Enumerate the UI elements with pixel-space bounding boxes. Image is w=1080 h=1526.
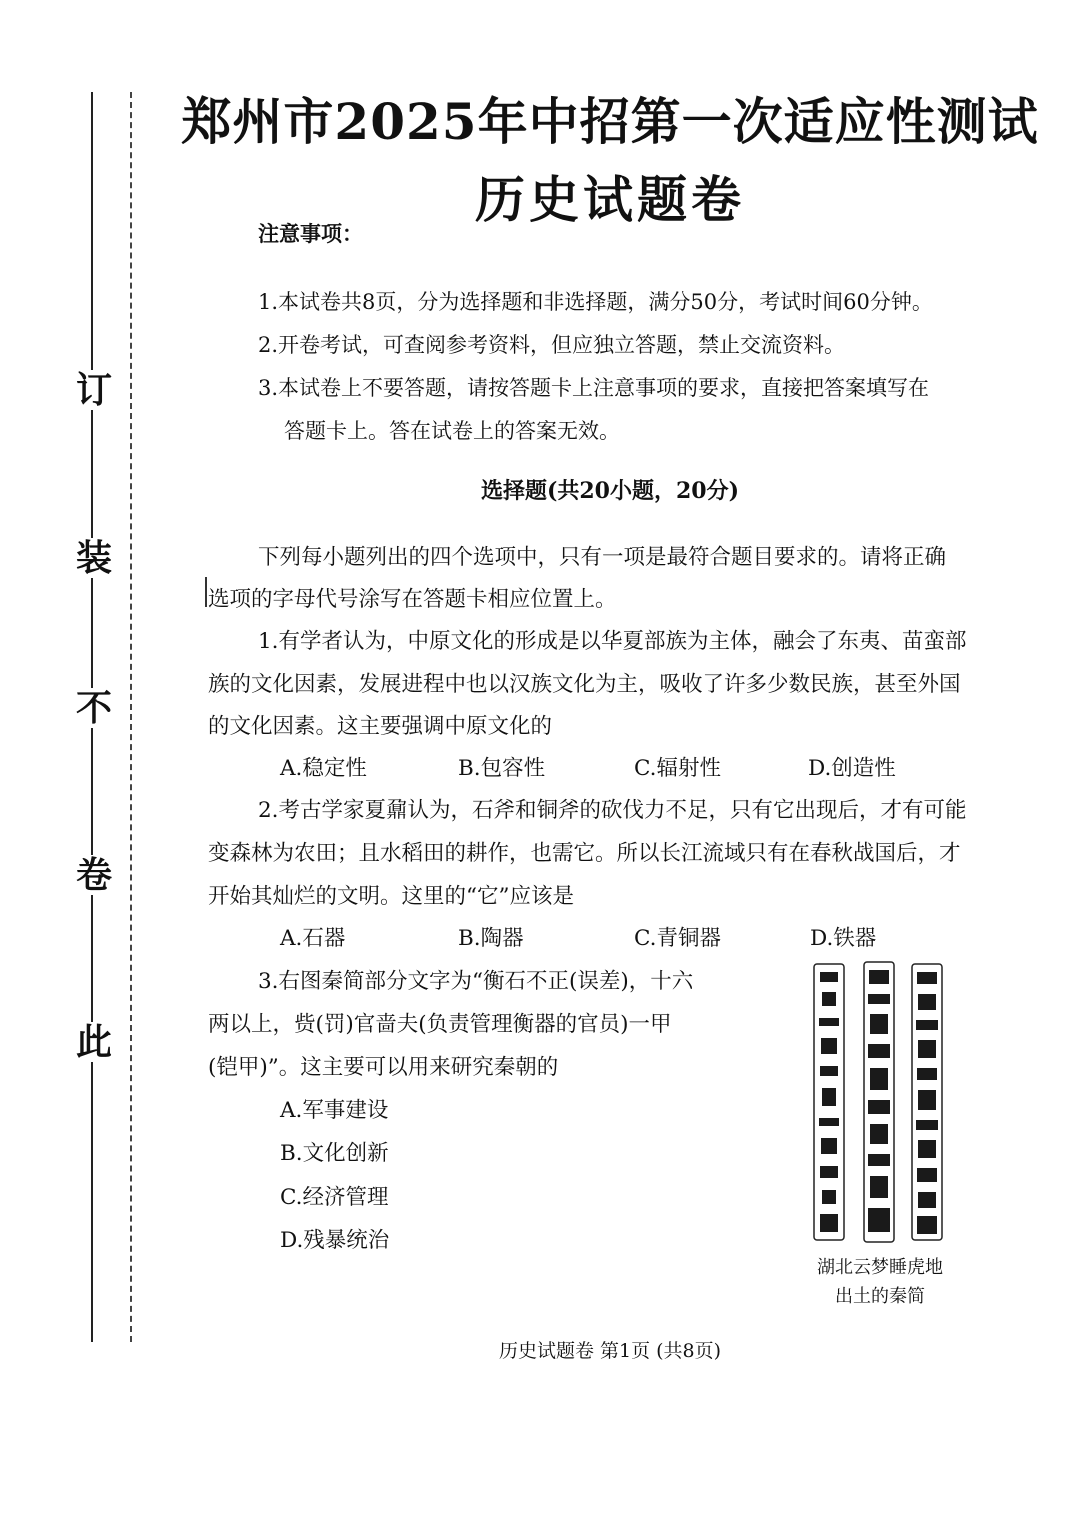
figure-caption-line: 出土的秦简 bbox=[835, 1286, 925, 1307]
question-3-line: (铠甲)”。这主要可以用来研究秦朝的 bbox=[208, 1055, 559, 1080]
notice-heading: 注意事项： bbox=[258, 221, 363, 246]
question-2-option-a: A.石器 bbox=[280, 926, 346, 951]
notice-item: 1.本试卷共8页，分为选择题和非选择题，满分50分，考试时间60分钟。 bbox=[258, 290, 933, 314]
question-3-option-a: A.军事建设 bbox=[280, 1098, 389, 1123]
page-footer: 历史试题卷 第1页 (共8页) bbox=[498, 1340, 722, 1362]
bamboo-slips-illustration bbox=[808, 960, 948, 1250]
question-1-option-d: D.创造性 bbox=[808, 756, 896, 781]
question-3-option-c: C.经济管理 bbox=[280, 1185, 389, 1210]
binding-char-zhuang: 装 bbox=[75, 537, 112, 579]
binding-dashed-line bbox=[130, 92, 132, 1342]
notice-item: 3.本试卷上不要答题，请按答题卡上注意事项的要求，直接把答案填写在 bbox=[258, 376, 930, 400]
question-2-option-d: D.铁器 bbox=[810, 926, 877, 951]
question-1-option-b: B.包容性 bbox=[458, 756, 546, 781]
binding-char-juan: 卷 bbox=[75, 854, 112, 896]
section-heading: 选择题(共20小题，20分) bbox=[480, 478, 740, 504]
question-3-line: 两以上，赀(罚)官啬夫(负责管理衡器的官员)一甲 bbox=[208, 1012, 672, 1037]
qin-bamboo-slips-image bbox=[808, 960, 948, 1250]
question-1-option-a: A.稳定性 bbox=[280, 756, 367, 781]
question-3-option-b: B.文化创新 bbox=[280, 1141, 389, 1166]
question-2-line: 变森林为农田；且水稻田的耕作，也需它。所以长江流域只有在春秋战国后，才 bbox=[208, 841, 961, 866]
page-title: 郑州市2025年中招第一次适应性测试 bbox=[181, 92, 1039, 151]
question-1-line: 族的文化因素，发展进程中也以汉族文化为主，吸收了许多少数民族，甚至外国 bbox=[208, 672, 961, 697]
question-2-option-c: C.青铜器 bbox=[634, 926, 722, 951]
binding-char-ci: 此 bbox=[75, 1021, 112, 1063]
question-2-line: 开始其灿烂的文明。这里的“它”应该是 bbox=[208, 884, 574, 909]
question-1-option-c: C.辐射性 bbox=[634, 756, 722, 781]
question-3-line: 3.右图秦简部分文字为“衡石不正(误差)，十六 bbox=[258, 969, 694, 994]
instruction-line: 选项的字母代号涂写在答题卡相应位置上。 bbox=[208, 587, 617, 612]
margin-mark bbox=[205, 577, 207, 607]
page-subtitle: 历史试题卷 bbox=[475, 170, 745, 229]
question-2-line: 2.考古学家夏鼐认为，石斧和铜斧的砍伐力不足，只有它出现后，才有可能 bbox=[258, 798, 967, 823]
question-1-line: 的文化因素。这主要强调中原文化的 bbox=[208, 714, 553, 739]
question-2-option-b: B.陶器 bbox=[458, 926, 524, 951]
binding-char-ding: 订 bbox=[75, 369, 112, 411]
notice-item: 答题卡上。答在试卷上的答案无效。 bbox=[284, 419, 620, 443]
question-3-option-d: D.残暴统治 bbox=[280, 1228, 390, 1253]
instruction-line: 下列每小题列出的四个选项中，只有一项是最符合题目要求的。请将正确 bbox=[258, 545, 947, 570]
question-1-line: 1.有学者认为，中原文化的形成是以华夏部族为主体，融会了东夷、苗蛮部 bbox=[258, 629, 967, 654]
notice-item: 2.开卷考试，可查阅参考资料，但应独立答题，禁止交流资料。 bbox=[258, 333, 846, 357]
figure-caption-line: 湖北云梦睡虎地 bbox=[817, 1257, 943, 1278]
binding-char-bu: 不 bbox=[75, 687, 112, 729]
